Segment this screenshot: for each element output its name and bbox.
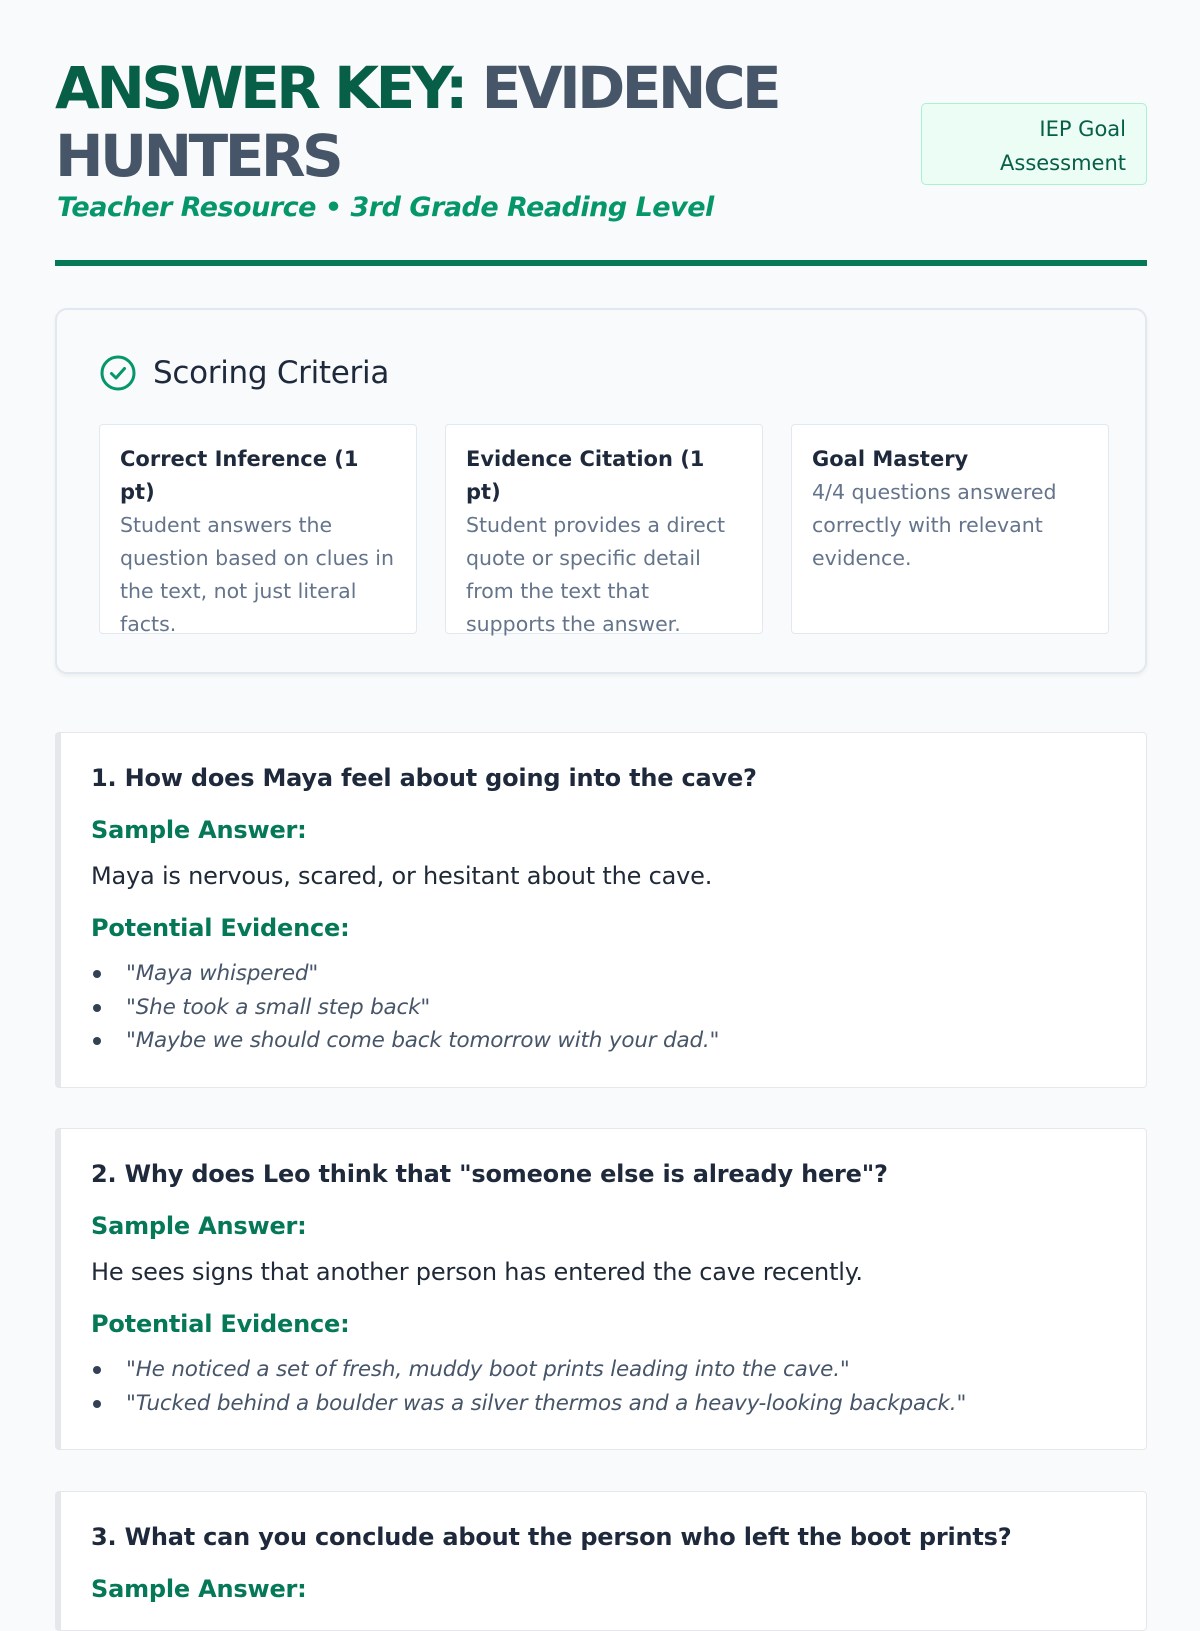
question-card-3 bbox=[55, 1491, 1147, 1631]
criteria-card-title: Correct Inference (1 pt) bbox=[120, 447, 359, 504]
iep-goal-badge bbox=[921, 103, 1147, 185]
badge-line-1: IEP Goal bbox=[1039, 117, 1126, 141]
evidence-quote: "He noticed a set of fresh, muddy boot prints leading into the cave." bbox=[126, 1357, 850, 1382]
question-text: 1. How does Maya feel about going into the cave? bbox=[91, 764, 757, 792]
check-circle-icon bbox=[99, 354, 137, 392]
sample-answer-text: He sees signs that another person has entered the cave recently. bbox=[91, 1258, 863, 1286]
potential-evidence-label: Potential Evidence: bbox=[91, 1310, 350, 1338]
bullet-icon bbox=[93, 1037, 101, 1045]
question-text: 3. What can you conclude about the person who left the boot prints? bbox=[91, 1523, 1012, 1551]
criteria-card-title: Goal Mastery bbox=[812, 447, 969, 471]
question-card-2 bbox=[55, 1128, 1147, 1450]
criteria-card-title: Evidence Citation (1 pt) bbox=[466, 447, 705, 504]
question-card-1 bbox=[55, 732, 1147, 1088]
evidence-item bbox=[91, 957, 1116, 991]
bullet-icon bbox=[93, 1004, 101, 1012]
criteria-card-description: Student answers the question based on clues in the text, not just literal facts. bbox=[120, 513, 394, 636]
page-subtitle: Teacher Resource • 3rd Grade Reading Level bbox=[57, 192, 714, 223]
evidence-item bbox=[91, 1353, 1116, 1387]
page-title bbox=[55, 54, 915, 190]
scoring-criteria-panel bbox=[55, 308, 1147, 674]
header-divider bbox=[55, 260, 1147, 266]
sample-answer-text: Maya is nervous, scared, or hesitant about the cave. bbox=[91, 862, 713, 890]
evidence-list bbox=[91, 1353, 1116, 1420]
badge-line-2: Assessment bbox=[1000, 151, 1126, 175]
criteria-card-correct-inference bbox=[99, 424, 417, 634]
scoring-criteria-title: Scoring Criteria bbox=[153, 355, 390, 391]
scoring-criteria-header bbox=[99, 354, 389, 392]
bullet-icon bbox=[93, 1400, 101, 1408]
evidence-quote: "Maybe we should come back tomorrow with your dad." bbox=[126, 1028, 720, 1053]
criteria-card-evidence-citation bbox=[445, 424, 763, 634]
bullet-icon bbox=[93, 970, 101, 978]
sample-answer-label: Sample Answer: bbox=[91, 1212, 307, 1240]
potential-evidence-label: Potential Evidence: bbox=[91, 914, 350, 942]
title-accent: ANSWER KEY: bbox=[55, 54, 465, 122]
criteria-card-description: 4/4 questions answered correctly with relevant evidence. bbox=[812, 480, 1057, 570]
sample-answer-label: Sample Answer: bbox=[91, 1575, 307, 1603]
evidence-quote: "Maya whispered" bbox=[126, 961, 319, 986]
criteria-cards bbox=[99, 424, 1109, 634]
criteria-card-description: Student provides a direct quote or specific detail from the text that supports the answer. bbox=[466, 513, 726, 636]
evidence-list bbox=[91, 957, 1116, 1058]
criteria-card-goal-mastery bbox=[791, 424, 1109, 634]
evidence-item bbox=[91, 1387, 1116, 1421]
evidence-item bbox=[91, 1024, 1116, 1058]
evidence-quote: "She took a small step back" bbox=[126, 994, 431, 1020]
evidence-item bbox=[91, 991, 1116, 1025]
sample-answer-label: Sample Answer: bbox=[91, 816, 307, 844]
title-main: EVIDENCE HUNTERS bbox=[55, 54, 779, 190]
header bbox=[55, 54, 1147, 270]
question-text: 2. Why does Leo think that "someone else is already here"? bbox=[91, 1160, 888, 1188]
evidence-quote: "Tucked behind a boulder was a silver thermos and a heavy-looking backpack." bbox=[126, 1390, 967, 1416]
bullet-icon bbox=[93, 1366, 101, 1374]
